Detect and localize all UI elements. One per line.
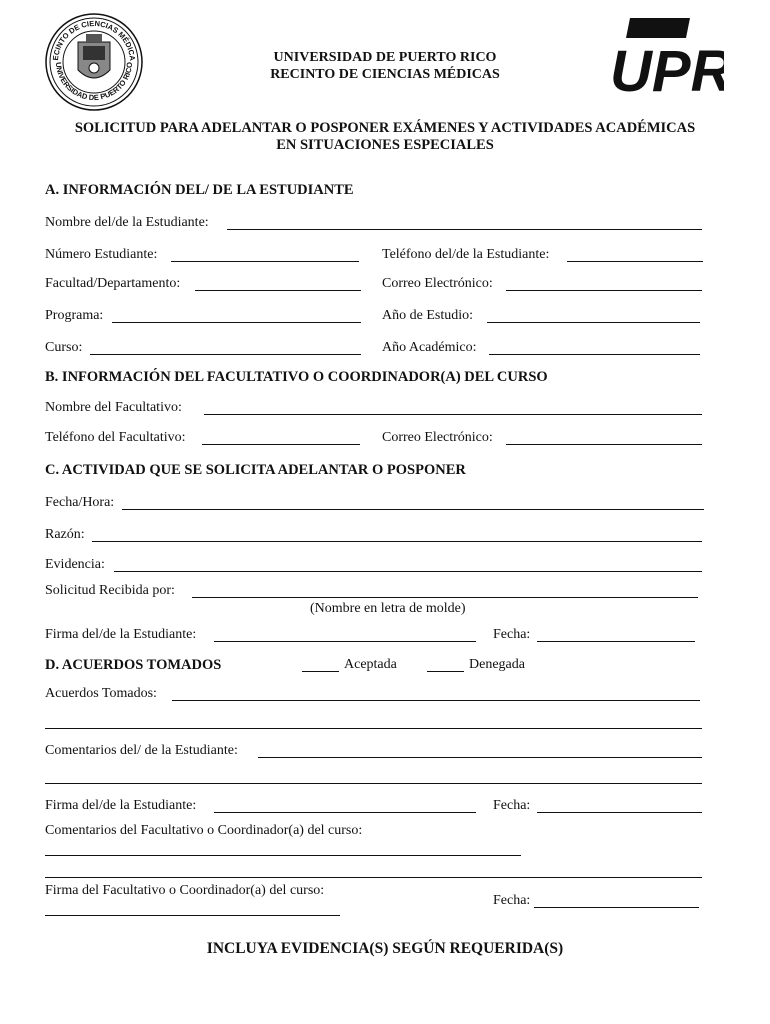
field-student-email[interactable] bbox=[506, 290, 702, 291]
label-student-phone: Teléfono del/de la Estudiante: bbox=[382, 247, 550, 262]
label-student-signature-c: Firma del/de la Estudiante: bbox=[45, 627, 197, 642]
label-student-email: Correo Electrónico: bbox=[382, 276, 493, 291]
field-faculty-email[interactable] bbox=[506, 444, 702, 445]
upr-logo-text: UPR bbox=[610, 39, 724, 96]
field-denied-mark[interactable] bbox=[427, 671, 464, 672]
field-agreements[interactable] bbox=[172, 700, 700, 701]
field-student-comments-line2[interactable] bbox=[45, 783, 702, 784]
field-agreements-line2[interactable] bbox=[45, 728, 702, 729]
field-program[interactable] bbox=[112, 322, 361, 323]
field-date-faculty[interactable] bbox=[534, 907, 699, 908]
section-c-heading: C. ACTIVIDAD QUE SE SOLICITA ADELANTAR O POSPONER bbox=[45, 462, 466, 478]
label-academic-year: Año Académico: bbox=[382, 340, 477, 355]
field-faculty-comments-line2[interactable] bbox=[45, 877, 702, 878]
field-faculty-phone[interactable] bbox=[202, 444, 360, 445]
label-denied: Denegada bbox=[469, 657, 525, 672]
label-faculty-name: Nombre del Facultativo: bbox=[45, 400, 182, 415]
field-student-signature-c[interactable] bbox=[214, 641, 476, 642]
label-student-name: Nombre del/de la Estudiante: bbox=[45, 215, 209, 230]
field-academic-year[interactable] bbox=[489, 354, 700, 355]
field-study-year[interactable] bbox=[487, 322, 700, 323]
label-date-time: Fecha/Hora: bbox=[45, 495, 115, 510]
field-student-phone[interactable] bbox=[567, 261, 703, 262]
field-faculty-comments[interactable] bbox=[45, 855, 521, 856]
form-title-line1: SOLICITUD PARA ADELANTAR O POSPONER EXÁMENES Y ACTIVIDADES ACADÉMICAS bbox=[74, 120, 696, 136]
field-faculty-signature[interactable] bbox=[45, 915, 340, 916]
field-date-c[interactable] bbox=[537, 641, 695, 642]
label-study-year: Año de Estudio: bbox=[382, 308, 473, 323]
block-letters-note: (Nombre en letra de molde) bbox=[310, 601, 466, 616]
field-student-name[interactable] bbox=[227, 229, 702, 230]
field-accepted-mark[interactable] bbox=[302, 671, 339, 672]
label-course: Curso: bbox=[45, 340, 83, 355]
upr-logo bbox=[608, 16, 724, 96]
label-faculty-comments: Comentarios del Facultativo o Coordinador(a) del curso: bbox=[45, 823, 363, 838]
label-student-signature-d: Firma del/de la Estudiante: bbox=[45, 798, 197, 813]
field-student-number[interactable] bbox=[171, 261, 359, 262]
field-faculty-dept[interactable] bbox=[195, 290, 361, 291]
label-agreements: Acuerdos Tomados: bbox=[45, 686, 157, 701]
section-a-heading: A. INFORMACIÓN DEL/ DE LA ESTUDIANTE bbox=[45, 182, 354, 198]
label-faculty-dept: Facultad/Departamento: bbox=[45, 276, 181, 291]
label-received-by: Solicitud Recibida por: bbox=[45, 583, 175, 598]
label-date-d: Fecha: bbox=[493, 798, 531, 813]
label-faculty-signature: Firma del Facultativo o Coordinador(a) del curso: bbox=[45, 883, 325, 898]
form-title-line2: EN SITUACIONES ESPECIALES bbox=[276, 137, 494, 153]
label-faculty-email: Correo Electrónico: bbox=[382, 430, 493, 445]
label-accepted: Aceptada bbox=[344, 657, 397, 672]
label-student-number: Número Estudiante: bbox=[45, 247, 158, 262]
label-date-c: Fecha: bbox=[493, 627, 531, 642]
seal-text-bottom: UNIVERSIDAD DE PUERTO RICO bbox=[53, 61, 135, 103]
field-received-by[interactable] bbox=[192, 597, 698, 598]
field-student-comments[interactable] bbox=[258, 757, 702, 758]
university-seal bbox=[44, 12, 144, 112]
field-reason[interactable] bbox=[92, 541, 702, 542]
field-student-signature-d[interactable] bbox=[214, 812, 476, 813]
field-faculty-name[interactable] bbox=[204, 414, 702, 415]
field-date-d[interactable] bbox=[537, 812, 702, 813]
label-program: Programa: bbox=[45, 308, 104, 323]
evidence-footer-note: INCLUYA EVIDENCIA(S) SEGÚN REQUERIDA(S) bbox=[206, 940, 564, 957]
campus-name: RECINTO DE CIENCIAS MÉDICAS bbox=[270, 67, 500, 82]
label-evidence: Evidencia: bbox=[45, 557, 105, 572]
seal-text-top: ECINTO DE CIENCIAS MÉDICA bbox=[50, 18, 138, 62]
label-reason: Razón: bbox=[45, 527, 85, 542]
university-name: UNIVERSIDAD DE PUERTO RICO bbox=[273, 50, 497, 65]
field-course[interactable] bbox=[90, 354, 361, 355]
section-b-heading: B. INFORMACIÓN DEL FACULTATIVO O COORDINADOR(A) DEL CURSO bbox=[45, 369, 548, 385]
field-date-time[interactable] bbox=[122, 509, 704, 510]
section-d-heading: D. ACUERDOS TOMADOS bbox=[45, 657, 222, 673]
label-date-faculty: Fecha: bbox=[493, 893, 531, 908]
field-evidence[interactable] bbox=[114, 571, 702, 572]
label-faculty-phone: Teléfono del Facultativo: bbox=[45, 430, 186, 445]
label-student-comments: Comentarios del/ de la Estudiante: bbox=[45, 743, 238, 758]
